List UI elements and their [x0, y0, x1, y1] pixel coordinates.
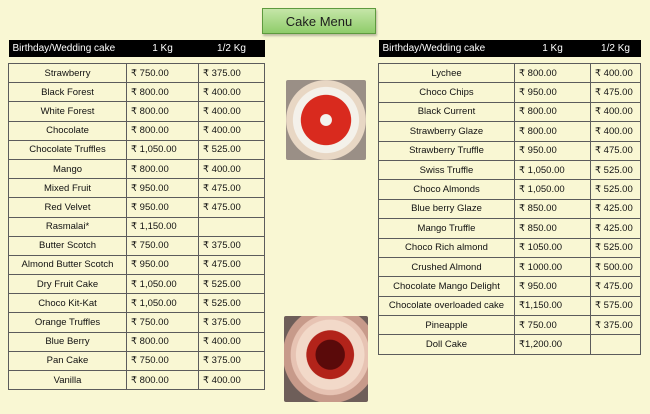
price-1kg-cell: ₹ 800.00 — [515, 64, 591, 83]
table-row — [379, 316, 641, 335]
price-1kg-cell: ₹ 1,050.00 — [515, 180, 591, 199]
table-row — [379, 160, 641, 179]
cake-name-cell: Chocolate Mango Delight — [379, 277, 515, 296]
table-row — [9, 255, 265, 274]
price-half-kg-cell: ₹ 425.00 — [591, 199, 641, 218]
table-row — [9, 351, 265, 370]
cake-name-cell: Dry Fruit Cake — [9, 275, 127, 294]
cake-name-cell: Choco Chips — [379, 83, 515, 102]
price-1kg-cell: ₹ 800.00 — [127, 102, 199, 121]
table-row — [9, 121, 265, 140]
price-1kg-cell: ₹ 950.00 — [515, 83, 591, 102]
price-1kg-cell: ₹ 750.00 — [127, 351, 199, 370]
table-row — [379, 296, 641, 315]
menu-title: Cake Menu — [262, 8, 376, 34]
right-price-table — [378, 40, 641, 355]
table-row — [9, 179, 265, 198]
price-half-kg-cell: ₹ 475.00 — [591, 83, 641, 102]
price-half-kg-cell: ₹ 575.00 — [591, 296, 641, 315]
table-row — [379, 335, 641, 354]
price-1kg-cell: ₹ 1,050.00 — [127, 294, 199, 313]
price-1kg-cell: ₹ 800.00 — [515, 102, 591, 121]
price-1kg-cell: ₹ 950.00 — [127, 255, 199, 274]
table-row — [379, 199, 641, 218]
price-1kg-cell: ₹ 950.00 — [127, 179, 199, 198]
table-row — [379, 238, 641, 257]
cake-name-cell: Blue Berry — [9, 332, 127, 351]
price-half-kg-cell: ₹ 400.00 — [591, 64, 641, 83]
price-half-kg-cell: ₹ 400.00 — [591, 122, 641, 141]
price-1kg-cell: ₹1,200.00 — [515, 335, 591, 354]
price-1kg-cell: ₹ 750.00 — [515, 316, 591, 335]
price-half-kg-cell: ₹ 525.00 — [591, 160, 641, 179]
cake-name-cell: Chocolate — [9, 121, 127, 140]
price-1kg-cell: ₹ 950.00 — [515, 141, 591, 160]
price-1kg-cell: ₹ 1000.00 — [515, 257, 591, 276]
price-half-kg-cell: ₹ 400.00 — [591, 102, 641, 121]
price-1kg-cell: ₹ 800.00 — [127, 121, 199, 140]
price-half-kg-cell — [199, 217, 265, 236]
price-half-kg-cell: ₹ 400.00 — [199, 159, 265, 178]
cake-name-cell: Orange Truffles — [9, 313, 127, 332]
cake-name-cell: White Forest — [9, 102, 127, 121]
cake-name-cell: Pineapple — [379, 316, 515, 335]
cake-name-cell: Swiss Truffle — [379, 160, 515, 179]
price-half-kg-cell: ₹ 500.00 — [591, 257, 641, 276]
cake-name-cell: Pan Cake — [9, 351, 127, 370]
table-row — [379, 277, 641, 296]
cake-name-cell: Choco Rich almond — [379, 238, 515, 257]
cake-name-cell: Blue berry Glaze — [379, 199, 515, 218]
price-half-kg-cell: ₹ 475.00 — [591, 141, 641, 160]
price-half-kg-cell: ₹ 525.00 — [199, 294, 265, 313]
cake-name-cell: Butter Scotch — [9, 236, 127, 255]
price-1kg-cell: ₹ 1050.00 — [515, 238, 591, 257]
cake-name-cell: Rasmalai* — [9, 217, 127, 236]
price-half-kg-cell: ₹ 425.00 — [591, 219, 641, 238]
price-1kg-cell: ₹ 1,050.00 — [127, 275, 199, 294]
table-row — [379, 83, 641, 102]
price-1kg-cell: ₹ 950.00 — [127, 198, 199, 217]
cake-name-cell: Strawberry — [9, 64, 127, 83]
cake-name-cell: Mango Truffle — [379, 219, 515, 238]
price-1kg-cell: ₹ 1,150.00 — [127, 217, 199, 236]
price-1kg-cell: ₹ 850.00 — [515, 199, 591, 218]
price-1kg-cell: ₹ 800.00 — [515, 122, 591, 141]
table-row — [9, 159, 265, 178]
price-half-kg-cell: ₹ 375.00 — [199, 351, 265, 370]
price-half-kg-cell: ₹ 475.00 — [199, 179, 265, 198]
price-half-kg-cell: ₹ 400.00 — [199, 371, 265, 390]
table-row — [9, 294, 265, 313]
table-row — [379, 257, 641, 276]
cake-name-cell: Black Current — [379, 102, 515, 121]
left-price-table — [8, 40, 265, 390]
table-row — [9, 217, 265, 236]
price-1kg-cell: ₹1,150.00 — [515, 296, 591, 315]
price-half-kg-cell: ₹ 475.00 — [199, 198, 265, 217]
header-cake-name: Birthday/Wedding cake — [9, 40, 127, 57]
cake-name-cell: Strawberry Glaze — [379, 122, 515, 141]
table-row — [9, 64, 265, 83]
price-1kg-cell: ₹ 800.00 — [127, 83, 199, 102]
table-row — [9, 140, 265, 159]
cake-name-cell: Mango — [9, 159, 127, 178]
price-1kg-cell: ₹ 750.00 — [127, 236, 199, 255]
table-row — [9, 371, 265, 390]
cake-name-cell: Lychee — [379, 64, 515, 83]
price-1kg-cell: ₹ 800.00 — [127, 332, 199, 351]
price-half-kg-cell: ₹ 400.00 — [199, 83, 265, 102]
price-half-kg-cell — [591, 335, 641, 354]
table-row — [379, 141, 641, 160]
table-row — [9, 313, 265, 332]
cake-name-cell: Mixed Fruit — [9, 179, 127, 198]
header-half-kg: 1/2 Kg — [591, 40, 641, 57]
price-1kg-cell: ₹ 1,050.00 — [127, 140, 199, 159]
table-row — [379, 102, 641, 121]
header-1kg: 1 Kg — [127, 40, 199, 57]
cake-name-cell: Chocolate overloaded cake — [379, 296, 515, 315]
price-half-kg-cell: ₹ 375.00 — [199, 236, 265, 255]
price-half-kg-cell: ₹ 525.00 — [591, 238, 641, 257]
table-row — [379, 219, 641, 238]
price-1kg-cell: ₹ 800.00 — [127, 159, 199, 178]
price-1kg-cell: ₹ 800.00 — [127, 371, 199, 390]
cake-name-cell: Almond Butter Scotch — [9, 255, 127, 274]
price-half-kg-cell: ₹ 475.00 — [199, 255, 265, 274]
price-half-kg-cell: ₹ 375.00 — [199, 64, 265, 83]
table-row — [9, 332, 265, 351]
table-row — [9, 275, 265, 294]
price-1kg-cell: ₹ 1,050.00 — [515, 160, 591, 179]
table-row — [9, 83, 265, 102]
price-half-kg-cell: ₹ 525.00 — [199, 275, 265, 294]
cake-name-cell: Choco Kit-Kat — [9, 294, 127, 313]
price-half-kg-cell: ₹ 400.00 — [199, 332, 265, 351]
cake-name-cell: Choco Almonds — [379, 180, 515, 199]
cake-name-cell: Doll Cake — [379, 335, 515, 354]
price-half-kg-cell: ₹ 400.00 — [199, 121, 265, 140]
header-half-kg: 1/2 Kg — [199, 40, 265, 57]
cake-name-cell: Black Forest — [9, 83, 127, 102]
price-half-kg-cell: ₹ 525.00 — [199, 140, 265, 159]
table-header-row — [9, 40, 265, 57]
cake-name-cell: Vanilla — [9, 371, 127, 390]
price-1kg-cell: ₹ 750.00 — [127, 64, 199, 83]
table-row — [379, 64, 641, 83]
table-row — [9, 236, 265, 255]
strawberry-cake-photo — [286, 80, 366, 160]
price-half-kg-cell: ₹ 475.00 — [591, 277, 641, 296]
table-header-row — [379, 40, 641, 57]
table-row — [9, 198, 265, 217]
cake-name-cell: Chocolate Truffles — [9, 140, 127, 159]
table-row — [379, 122, 641, 141]
price-half-kg-cell: ₹ 400.00 — [199, 102, 265, 121]
cake-name-cell: Crushed Almond — [379, 257, 515, 276]
heart-cake-photo — [284, 316, 368, 402]
header-cake-name: Birthday/Wedding cake — [379, 40, 515, 57]
cake-name-cell: Strawberry Truffle — [379, 141, 515, 160]
table-row — [379, 180, 641, 199]
price-half-kg-cell: ₹ 375.00 — [199, 313, 265, 332]
cake-name-cell: Red Velvet — [9, 198, 127, 217]
table-row — [9, 102, 265, 121]
price-1kg-cell: ₹ 750.00 — [127, 313, 199, 332]
header-1kg: 1 Kg — [515, 40, 591, 57]
price-1kg-cell: ₹ 850.00 — [515, 219, 591, 238]
price-half-kg-cell: ₹ 375.00 — [591, 316, 641, 335]
price-half-kg-cell: ₹ 525.00 — [591, 180, 641, 199]
price-1kg-cell: ₹ 950.00 — [515, 277, 591, 296]
